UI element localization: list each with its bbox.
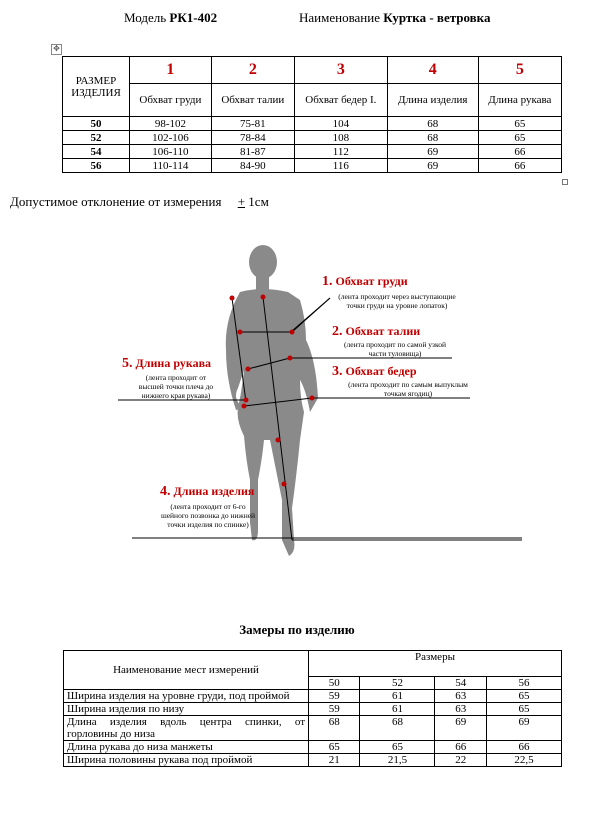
label-sleeve: 5. Длина рукава [122, 356, 212, 371]
col-number-1: 1 [130, 57, 212, 84]
value-cell: 66 [435, 741, 486, 754]
value-cell: 104 [294, 117, 387, 131]
name-heading [299, 10, 490, 26]
size-col: 54 [435, 677, 486, 690]
measure-name: Ширина изделия по низу [64, 703, 309, 716]
sizes-header: Размеры [309, 651, 562, 677]
value-cell: 59 [309, 703, 360, 716]
value-cell: 69 [387, 145, 478, 159]
table-row [63, 117, 562, 131]
value-cell: 116 [294, 159, 387, 173]
value-cell: 98-102 [130, 117, 212, 131]
size-col: 52 [360, 677, 435, 690]
table-row [64, 754, 562, 767]
col-header: Обхват талии [211, 84, 294, 117]
value-cell: 78-84 [211, 131, 294, 145]
value-cell: 65 [478, 117, 561, 131]
value-cell: 61 [360, 703, 435, 716]
value-cell: 65 [486, 703, 561, 716]
table-row [63, 159, 562, 173]
value-cell: 68 [387, 131, 478, 145]
value-cell: 68 [309, 716, 360, 741]
value-cell: 66 [486, 741, 561, 754]
model-value: РК1-402 [169, 10, 218, 25]
plus-minus-sign: + [237, 194, 246, 209]
table-move-handle-icon[interactable]: ✥ [51, 44, 62, 55]
value-cell: 22 [435, 754, 486, 767]
value-cell: 112 [294, 145, 387, 159]
value-cell: 21,5 [360, 754, 435, 767]
label-length: 4. Длина изделия [160, 484, 255, 499]
table-row [64, 716, 562, 741]
label-chest-desc: (лента проходит через выступающие точки груди на уровне лопаток) [338, 292, 456, 310]
size-cell: 52 [63, 131, 130, 145]
col-header: Обхват бедер I. [294, 84, 387, 117]
value-cell: 102-106 [130, 131, 212, 145]
measure-name: Ширина изделия на уровне груди, под проймой [64, 690, 309, 703]
value-cell: 69 [435, 716, 486, 741]
tolerance-text: Допустимое отклонение от измерения [10, 194, 222, 209]
value-cell: 84-90 [211, 159, 294, 173]
value-cell: 66 [478, 145, 561, 159]
value-cell: 65 [478, 131, 561, 145]
model-heading [124, 10, 217, 26]
size-col: 50 [309, 677, 360, 690]
value-cell: 22,5 [486, 754, 561, 767]
value-cell: 68 [387, 117, 478, 131]
col-header: Обхват груди [130, 84, 212, 117]
size-header: РАЗМЕР ИЗДЕЛИЯ [63, 57, 130, 117]
value-cell: 65 [309, 741, 360, 754]
tolerance-note [10, 194, 269, 210]
value-cell: 65 [486, 690, 561, 703]
measure-name: Ширина половины рукава под проймой [64, 754, 309, 767]
value-cell: 63 [435, 703, 486, 716]
value-cell: 106-110 [130, 145, 212, 159]
label-length-desc: (лента проходит от 6-го шейного позвонка до нижней точки изделия по спинке) [160, 502, 256, 529]
measure-name: Длина изделия вдоль центра спинки, от горловины до низа [64, 716, 309, 741]
measure-table-title: Замеры по изделию [239, 622, 355, 637]
value-cell: 65 [360, 741, 435, 754]
name-header: Наименование мест измерений [64, 651, 309, 690]
value-cell: 75-81 [211, 117, 294, 131]
col-number-3: 3 [294, 57, 387, 84]
table-row [63, 131, 562, 145]
col-number-4: 4 [387, 57, 478, 84]
size-cell: 50 [63, 117, 130, 131]
label-sleeve-desc: (лента проходит от высшей точки плеча до нижнего края рукава) [138, 373, 214, 400]
value-cell: 68 [360, 716, 435, 741]
label-chest: 1. Обхват груди [322, 274, 408, 289]
size-cell: 56 [63, 159, 130, 173]
col-number-5: 5 [478, 57, 561, 84]
size-col: 56 [486, 677, 561, 690]
value-cell: 69 [387, 159, 478, 173]
value-cell: 66 [478, 159, 561, 173]
table-row [64, 690, 562, 703]
value-cell: 21 [309, 754, 360, 767]
label-waist: 2. Обхват талии [332, 324, 421, 339]
value-cell: 69 [486, 716, 561, 741]
value-cell: 61 [360, 690, 435, 703]
measure-table [63, 650, 562, 767]
label-hips-desc: (лента проходит по самым выпуклым точкам ягодиц) [348, 380, 468, 398]
model-label: Модель [124, 10, 167, 25]
col-header: Длина рукава [478, 84, 561, 117]
name-value: Куртка - ветровка [383, 10, 491, 25]
col-header: Длина изделия [387, 84, 478, 117]
label-waist-desc: (лента проходит по самой узкой части туловища) [344, 340, 446, 358]
tolerance-value: 1см [248, 194, 269, 209]
table-row [64, 741, 562, 754]
col-number-2: 2 [211, 57, 294, 84]
name-label: Наименование [299, 10, 380, 25]
table-resize-handle[interactable] [562, 179, 568, 185]
value-cell: 81-87 [211, 145, 294, 159]
table-row [63, 145, 562, 159]
value-cell: 110-114 [130, 159, 212, 173]
value-cell: 59 [309, 690, 360, 703]
measure-name: Длина рукава до низа манжеты [64, 741, 309, 754]
value-cell: 108 [294, 131, 387, 145]
table-row [64, 703, 562, 716]
size-table [62, 56, 562, 173]
size-cell: 54 [63, 145, 130, 159]
measurement-figure [0, 240, 594, 570]
value-cell: 63 [435, 690, 486, 703]
label-hips: 3. Обхват бедер [332, 364, 417, 379]
